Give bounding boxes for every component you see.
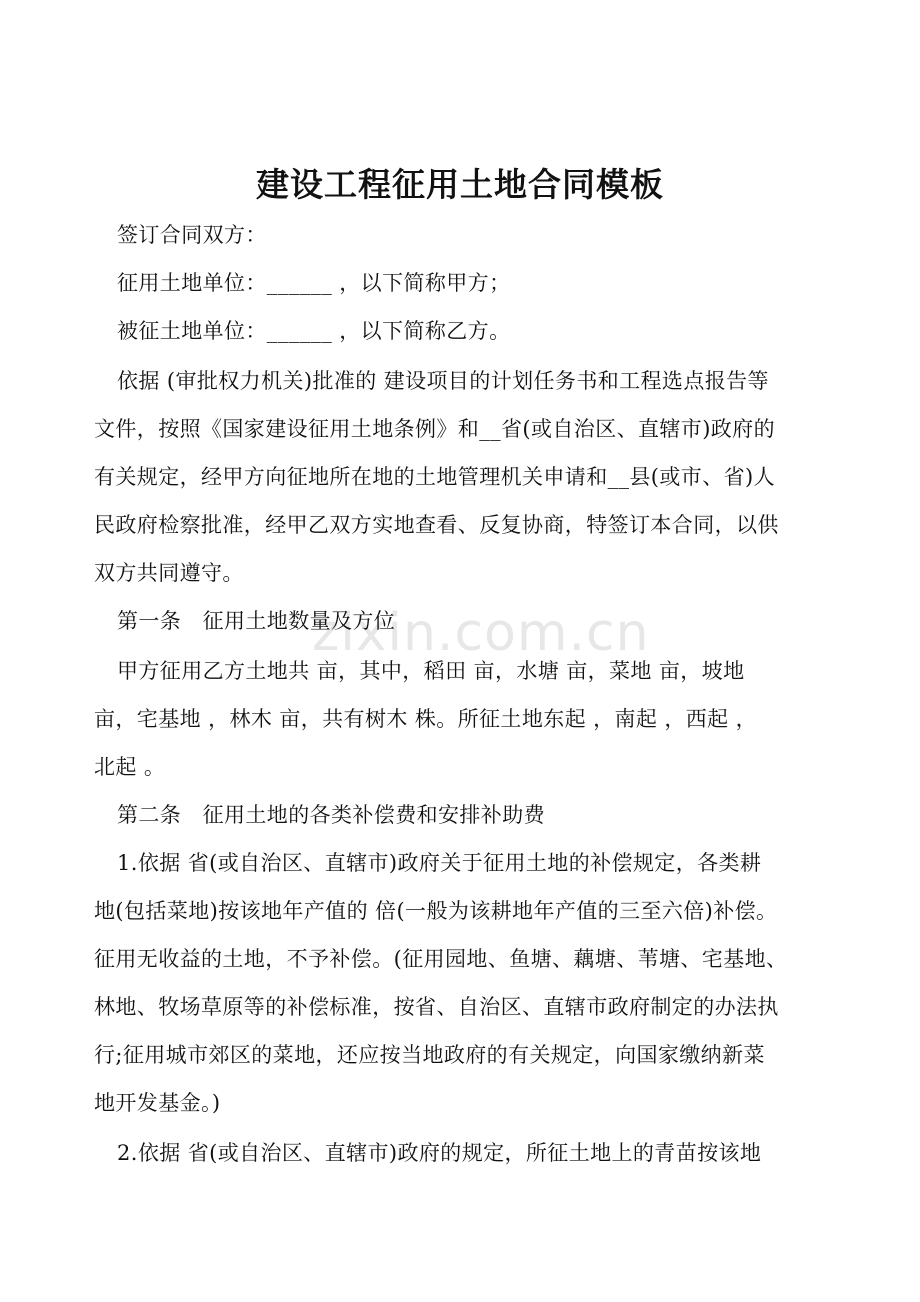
basis-paragraph-line: 民政府检察批准，经甲乙双方实地查看、反复协商，特签订本合同，以供 [94, 513, 779, 537]
intro-parties-heading: 签订合同双方： [117, 223, 267, 247]
party-b-line: 被征土地单位：______ ，以下简称乙方。 [117, 319, 511, 343]
clause-one-line: 行;征用城市郊区的菜地，还应按当地政府的有关规定，向国家缴纳新菜 [94, 1043, 765, 1067]
watermark: zixin.com.cn [312, 603, 650, 663]
clause-one-line: 征用无收益的土地，不予补偿。(征用园地、鱼塘、藕塘、苇塘、宅基地、 [94, 947, 788, 971]
basis-paragraph-line: 双方共同遵守。 [94, 561, 244, 585]
article-two-heading: 第二条 征用土地的各类补偿费和安排补助费 [117, 803, 545, 827]
clause-one-line: 地开发基金。) [94, 1091, 221, 1115]
document-title: 建设工程征用土地合同模板 [256, 165, 664, 204]
article-one-text-line: 亩，宅基地 ，林木 亩，共有树木 株。所征土地东起 ，南起 ，西起 ， [94, 707, 758, 731]
clause-one-line: 1.依据 省(或自治区、直辖市)政府关于征用土地的补偿规定，各类耕 [117, 851, 762, 875]
basis-paragraph-line: 有关规定，经甲方向征地所在地的土地管理机关申请和__县(或市、省)人 [94, 465, 775, 489]
clause-one-line: 林地、牧场草原等的补偿标准，按省、自治区、直辖市政府制定的办法执 [94, 995, 779, 1019]
article-one-heading: 第一条 征用土地数量及方位 [117, 609, 396, 633]
clause-two-line: 2.依据 省(或自治区、直辖市)政府的规定，所征土地上的青苗按该地 [117, 1141, 762, 1165]
clause-one-line: 地(包括菜地)按该地年产值的 倍(一般为该耕地年产值的三至六倍)补偿。 [94, 899, 778, 923]
article-one-text-line: 北起 。 [94, 755, 166, 779]
basis-paragraph-line: 依据 (审批权力机关)批准的 建设项目的计划任务书和工程选点报告等 [117, 369, 769, 393]
party-a-line: 征用土地单位：______ ，以下简称甲方； [117, 271, 511, 295]
basis-paragraph-line: 文件，按照《国家建设征用土地条例》和__省(或自治区、直辖市)政府的 [94, 417, 775, 441]
article-one-text-line: 甲方征用乙方土地共 亩，其中，稻田 亩，水塘 亩，菜地 亩，坡地 [117, 659, 745, 683]
